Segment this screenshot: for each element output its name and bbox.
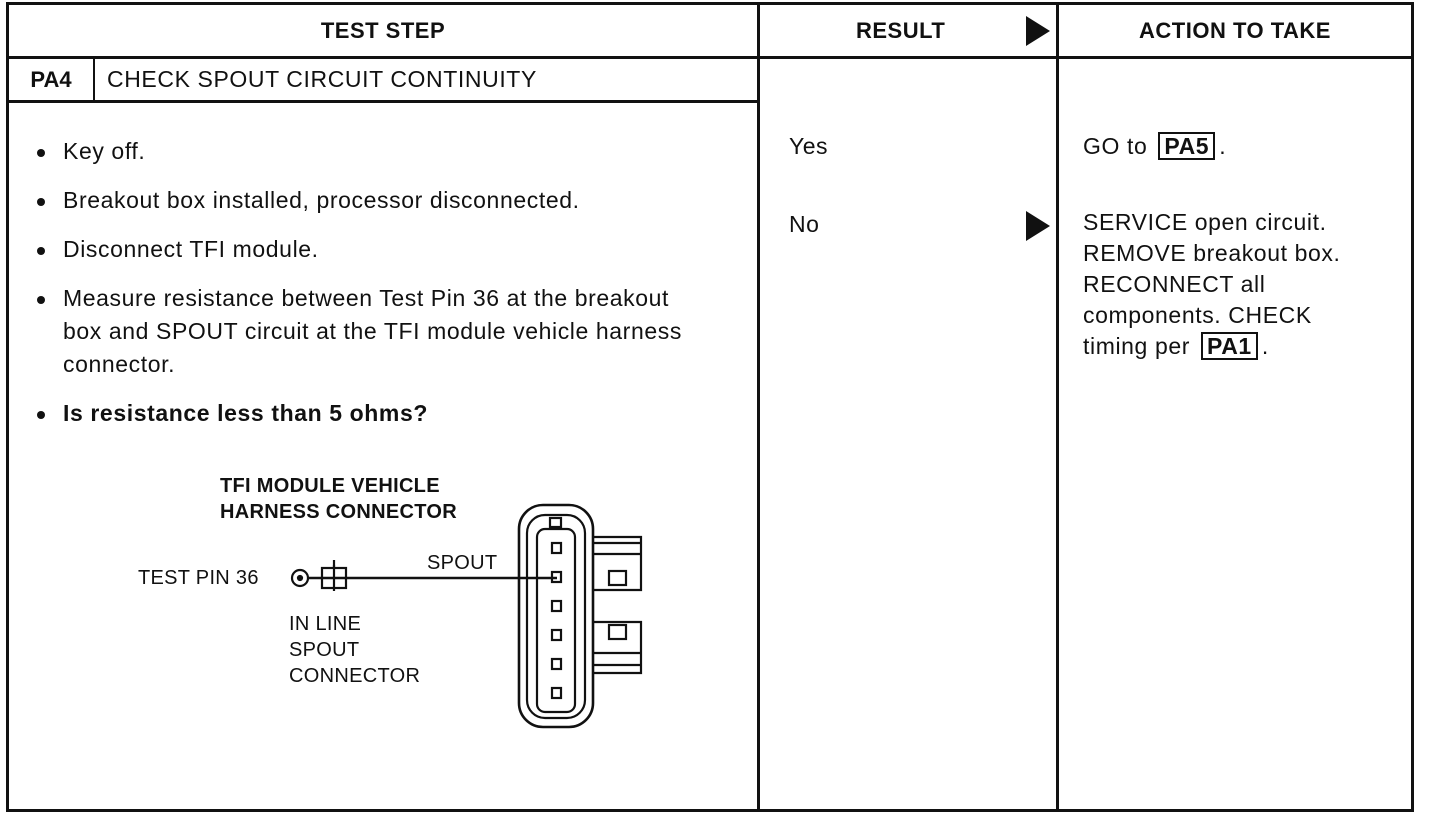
test-pin-label: TEST PIN 36 (138, 567, 259, 589)
connector-tab-window (609, 625, 626, 639)
step-title: CHECK SPOUT CIRCUIT CONTINUITY (107, 66, 537, 92)
step-ref-pa1: PA1 (1201, 332, 1258, 360)
diagram-title-line1: TFI MODULE VEHICLE (220, 475, 440, 497)
connector-body-inner (537, 529, 575, 712)
list-item: Key off. (31, 135, 721, 168)
connector-pin-4 (552, 630, 561, 640)
inline-connector-label-2: SPOUT (289, 639, 360, 661)
header-result: RESULT (760, 5, 1056, 59)
arrow-icon (1026, 16, 1050, 46)
arrow-icon (1026, 211, 1050, 241)
connector-latch (550, 518, 561, 527)
step-ref-pa5: PA5 (1158, 132, 1215, 160)
connector-pin-1 (552, 543, 561, 553)
step-id: PA4 (9, 59, 95, 100)
connector-tab-window (609, 571, 626, 585)
diagram-title-line2: HARNESS CONNECTOR (220, 501, 457, 523)
list-item-question: Is resistance less than 5 ohms? (31, 397, 721, 430)
header-test-step: TEST STEP (9, 5, 757, 59)
inline-connector-label-1: IN LINE (289, 613, 362, 635)
action-no: SERVICE open circuit. REMOVE breakout box. RECONNECT all components. CHECK timing per PA1 . (1083, 209, 1341, 359)
connector-drawing (9, 5, 759, 805)
spout-label: SPOUT (427, 552, 498, 574)
diagnostic-table (6, 2, 1414, 812)
inline-connector-label-3: CONNECTOR (289, 665, 421, 687)
column-divider (1056, 5, 1059, 809)
connector-pin-5 (552, 659, 561, 669)
list-item: Breakout box installed, processor disconnected. (31, 184, 721, 217)
connector-body-outer (519, 505, 593, 727)
action-yes: GO to PA5 . (1083, 133, 1227, 159)
connector-tab-upper (593, 537, 641, 590)
list-item: Measure resistance between Test Pin 36 at the breakout box and SPOUT circuit at the TFI module vehicle harness connector. (31, 282, 703, 381)
test-pin-center-icon (298, 576, 302, 580)
result-yes: Yes (789, 133, 829, 159)
connector-pin-6 (552, 688, 561, 698)
header-action: ACTION TO TAKE (1059, 5, 1411, 59)
connector-pin-3 (552, 601, 561, 611)
list-item: Disconnect TFI module. (31, 233, 721, 266)
result-no: No (789, 211, 820, 237)
